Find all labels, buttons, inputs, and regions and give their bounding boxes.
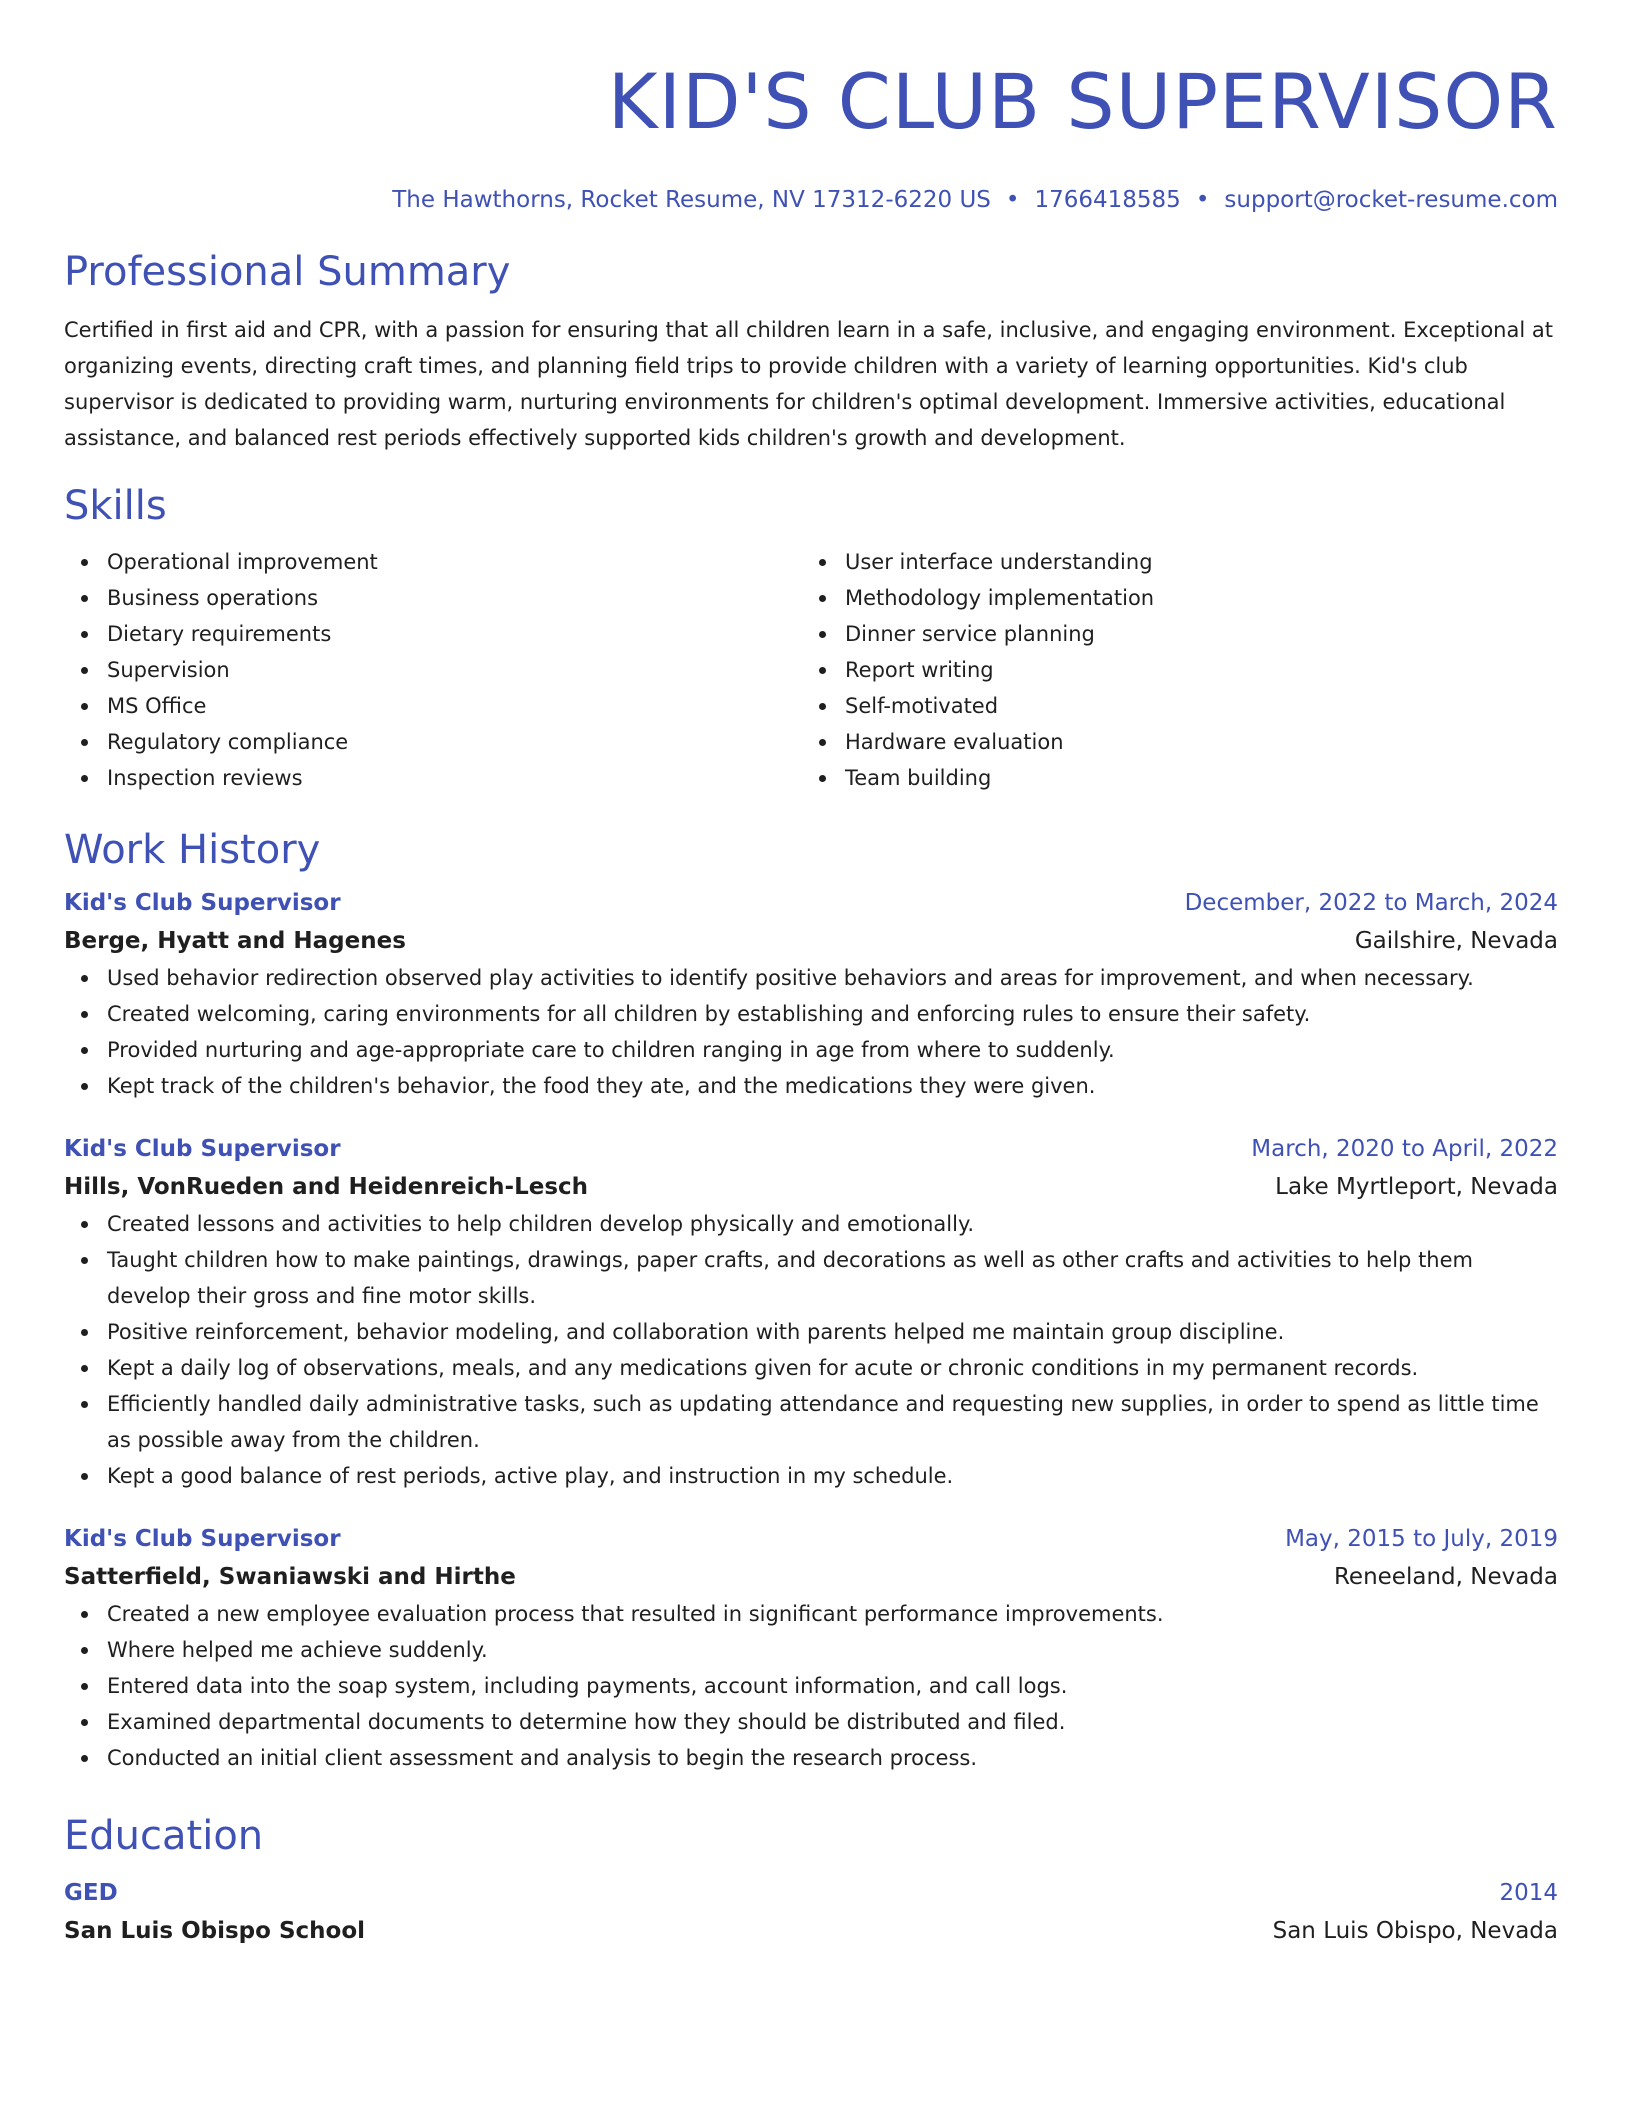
contact-email[interactable]: support@rocket-resume.com: [1224, 187, 1558, 213]
job-company: Hills, VonRueden and Heidenreich-Lesch: [64, 1174, 589, 1200]
skill-item: Inspection reviews: [64, 760, 802, 796]
job-bullets: [64, 960, 1558, 1104]
skill-item: Report writing: [802, 652, 1540, 688]
skills-column-right: [802, 544, 1540, 796]
job-entry: [64, 884, 1558, 1104]
skill-item: User interface understanding: [802, 544, 1540, 580]
summary-heading: Professional Summary: [64, 249, 511, 295]
list-item: Created lessons and activities to help children develop physically and emotionally.: [64, 1206, 1558, 1242]
list-item: Created welcoming, caring environments for all children by establishing and enforcing rules to ensure their safety.: [64, 996, 1558, 1032]
job-entry: [64, 1520, 1558, 1776]
list-item: Examined departmental documents to determine how they should be distributed and filed.: [64, 1704, 1558, 1740]
skill-item: Team building: [802, 760, 1540, 796]
contact-phone: 1766418585: [1034, 187, 1181, 213]
job-company: Berge, Hyatt and Hagenes: [64, 928, 406, 954]
job-header-row: [64, 1520, 1558, 1558]
education-location: San Luis Obispo, Nevada: [1272, 1918, 1558, 1944]
skill-item: Self-motivated: [802, 688, 1540, 724]
skill-item: Regulatory compliance: [64, 724, 802, 760]
work-history-heading: Work History: [64, 827, 321, 873]
list-item: Entered data into the soap system, including payments, account information, and call logs.: [64, 1668, 1558, 1704]
job-company-row: [64, 1558, 1558, 1596]
list-item: Kept track of the children's behavior, the food they ate, and the medications they were given.: [64, 1068, 1558, 1104]
job-bullets: [64, 1206, 1558, 1494]
list-item: Efficiently handled daily administrative tasks, such as updating attendance and requesting new supplies, in order to spend as little time as possible away from the children.: [64, 1386, 1558, 1458]
skill-item: Hardware evaluation: [802, 724, 1540, 760]
job-dates: May, 2015 to July, 2019: [1285, 1526, 1558, 1552]
list-item: Kept a daily log of observations, meals, and any medications given for acute or chronic conditions in my permanent records.: [64, 1350, 1558, 1386]
skill-item: Supervision: [64, 652, 802, 688]
education-degree: GED: [64, 1880, 118, 1906]
job-header-row: [64, 1130, 1558, 1168]
job-entry: [64, 1130, 1558, 1494]
education-school-row: [64, 1912, 1558, 1950]
summary-text: Certified in first aid and CPR, with a passion for ensuring that all children learn in a safe, inclusive, and engaging environment. Exceptional at organizing events, directing craft times, and planning field trips to provide children with a variety of learning opportunities. Kid's club supervisor is dedicated to providing warm, nurturing environments for children's optimal development. Immersive activities, educational assistance, and balanced rest periods effectively supported kids children's growth and development.: [64, 318, 1553, 450]
job-header-row: [64, 884, 1558, 922]
contact-separator: •: [1005, 187, 1020, 213]
contact-line: [64, 184, 1558, 216]
skills-heading: Skills: [64, 483, 167, 529]
skill-item: Dietary requirements: [64, 616, 802, 652]
resume-page: [64, 0, 1558, 1950]
list-item: Taught children how to make paintings, drawings, paper crafts, and decorations as well as other crafts and activities to help them develop their gross and fine motor skills.: [64, 1242, 1558, 1314]
contact-address: The Hawthorns, Rocket Resume, NV 17312-6220 US: [392, 187, 991, 213]
education-entry: [64, 1874, 1558, 1950]
list-item: Where helped me achieve suddenly.: [64, 1632, 1558, 1668]
job-title: Kid's Club Supervisor: [64, 1526, 341, 1552]
job-location: Lake Myrtleport, Nevada: [1275, 1174, 1558, 1200]
job-company-row: [64, 922, 1558, 960]
skill-item: Dinner service planning: [802, 616, 1540, 652]
job-dates: March, 2020 to April, 2022: [1251, 1136, 1558, 1162]
list-item: Conducted an initial client assessment and analysis to begin the research process.: [64, 1740, 1558, 1776]
skill-item: Operational improvement: [64, 544, 802, 580]
list-item: Positive reinforcement, behavior modeling, and collaboration with parents helped me maintain group discipline.: [64, 1314, 1558, 1350]
skills-list: [64, 544, 1558, 796]
job-dates: December, 2022 to March, 2024: [1184, 890, 1558, 916]
list-item: Kept a good balance of rest periods, active play, and instruction in my schedule.: [64, 1458, 1558, 1494]
job-company: Satterfield, Swaniawski and Hirthe: [64, 1564, 516, 1590]
education-heading: Education: [64, 1813, 264, 1859]
education-school: San Luis Obispo School: [64, 1918, 365, 1944]
skills-column-left: [64, 544, 802, 796]
skill-item: MS Office: [64, 688, 802, 724]
job-title: Kid's Club Supervisor: [64, 1136, 341, 1162]
contact-separator: •: [1195, 187, 1210, 213]
job-title: Kid's Club Supervisor: [64, 890, 341, 916]
job-location: Reneeland, Nevada: [1333, 1564, 1558, 1590]
skill-item: Methodology implementation: [802, 580, 1540, 616]
job-company-row: [64, 1168, 1558, 1206]
education-header-row: [64, 1874, 1558, 1912]
job-location: Gailshire, Nevada: [1354, 928, 1558, 954]
list-item: Provided nurturing and age-appropriate care to children ranging in age from where to suddenly.: [64, 1032, 1558, 1068]
job-bullets: [64, 1596, 1558, 1776]
list-item: Created a new employee evaluation process that resulted in significant performance improvements.: [64, 1596, 1558, 1632]
education-year: 2014: [1499, 1880, 1558, 1906]
skill-item: Business operations: [64, 580, 802, 616]
resume-name: KID'S CLUB SUPERVISOR: [607, 57, 1558, 146]
list-item: Used behavior redirection observed play activities to identify positive behaviors and areas for improvement, and when necessary.: [64, 960, 1558, 996]
